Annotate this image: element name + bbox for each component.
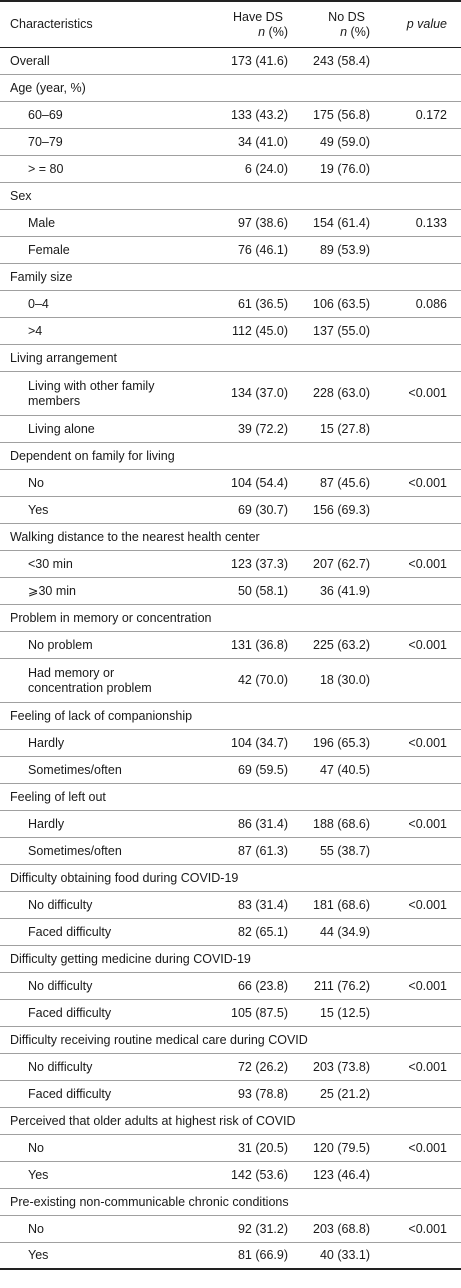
have-ds-cell: 93 (78.8) [237,1086,288,1101]
no-ds-cell: 47 (40.5) [319,762,370,777]
table-row [0,129,461,156]
row-label: Hardly [28,735,65,750]
table-row [0,237,461,264]
table-row [0,757,461,784]
table-row [0,973,461,1000]
have-ds-cell: 133 (43.2) [231,107,288,122]
overall-row [0,48,461,75]
category-label: Difficulty getting medicine during COVID-19 [10,951,251,966]
header-have-ds [196,10,288,40]
have-ds-cell: 42 (70.0) [237,673,288,687]
table-row [0,470,461,497]
category-row [0,1108,461,1135]
row-label: Living with other family members [28,378,155,408]
no-ds-cell: 120 (79.5) [313,1140,370,1155]
have-ds-cell: 31 (20.5) [237,1140,288,1155]
row-label: No difficulty [28,978,93,993]
category-row [0,1189,461,1216]
no-ds-cell: 123 (46.4) [313,1167,370,1182]
have-ds-cell: 72 (26.2) [237,1059,288,1074]
table-row [0,892,461,919]
p-value-cell: <0.001 [408,475,447,490]
row-label: Overall [10,53,50,68]
table-row [0,318,461,345]
category-row [0,946,461,973]
header-have-ds-title: Have DS [232,9,283,24]
row-label: No [28,1140,44,1155]
table-row [0,497,461,524]
category-label: Family size [10,269,73,284]
row-label: 0–4 [28,296,49,311]
no-ds-cell: 40 (33.1) [319,1248,370,1262]
no-ds-cell: 211 (76.2) [313,978,370,993]
no-ds-cell: 243 (58.4) [313,53,370,68]
table-row [0,811,461,838]
table-row [0,578,461,605]
have-ds-cell: 83 (31.4) [237,897,288,912]
row-label: Yes [28,1248,49,1262]
have-ds-cell: 6 (24.0) [244,161,288,176]
have-ds-cell: 61 (36.5) [237,296,288,311]
category-row [0,75,461,102]
no-ds-cell: 137 (55.0) [313,323,370,338]
category-row [0,605,461,632]
row-label: No difficulty [28,897,93,912]
header-characteristics: Characteristics [10,17,93,31]
no-ds-cell: 36 (41.9) [319,583,370,598]
p-value-cell: 0.172 [415,107,447,122]
category-label: Age (year, %) [10,80,86,95]
have-ds-cell: 82 (65.1) [237,924,288,939]
p-value-cell: <0.001 [408,637,447,652]
no-ds-cell: 15 (27.8) [319,421,370,436]
row-label: Sometimes/often [28,843,122,858]
no-ds-cell: 89 (53.9) [319,242,370,257]
category-row [0,524,461,551]
table-row [0,291,461,318]
p-value-cell: <0.001 [408,897,447,912]
p-value-cell: <0.001 [408,556,447,571]
table-row [0,102,461,129]
row-label: No [28,1221,44,1236]
no-ds-cell: 154 (61.4) [313,215,370,230]
category-row [0,703,461,730]
category-label: Perceived that older adults at highest risk of COVID [10,1113,296,1128]
header-no-ds-title: No DS [328,9,365,24]
header-no-ds-n: n [340,24,348,39]
category-row [0,345,461,372]
category-label: Dependent on family for living [10,448,175,463]
no-ds-cell: 207 (62.7) [313,556,370,571]
header-have-ds-n: n [258,24,266,39]
category-label: Problem in memory or concentration [10,610,212,625]
have-ds-cell: 76 (46.1) [237,242,288,257]
row-label: Sometimes/often [28,762,122,777]
no-ds-cell: 25 (21.2) [319,1086,370,1101]
row-label: Male [28,215,56,230]
table-row [0,1081,461,1108]
row-label: No difficulty [28,1059,93,1074]
table-row [0,919,461,946]
category-row [0,183,461,210]
no-ds-cell: 228 (63.0) [313,386,370,400]
header-no-ds [288,10,370,40]
p-value-cell: <0.001 [408,735,447,750]
table-header-row [0,2,461,48]
no-ds-cell: 49 (59.0) [319,134,370,149]
table-row [0,659,461,703]
row-label: <30 min [28,556,73,571]
row-label: 70–79 [28,134,63,149]
have-ds-cell: 134 (37.0) [231,386,288,400]
no-ds-cell: 55 (38.7) [319,843,370,858]
p-value-cell: <0.001 [408,1140,447,1155]
row-label: Faced difficulty [28,1005,112,1020]
table-row [0,632,461,659]
no-ds-cell: 44 (34.9) [319,924,370,939]
p-value-cell: <0.001 [408,1221,447,1236]
have-ds-cell: 66 (23.8) [237,978,288,993]
have-ds-cell: 50 (58.1) [237,583,288,598]
p-value-cell: 0.133 [415,215,447,230]
category-label: Pre-existing non-communicable chronic conditions [10,1194,289,1209]
row-label: No [28,475,44,490]
row-label: Yes [28,502,49,517]
category-label: Feeling of lack of companionship [10,708,193,723]
table-row [0,1216,461,1243]
have-ds-cell: 97 (38.6) [237,215,288,230]
header-have-ds-unit [196,25,288,40]
row-label: Faced difficulty [28,1086,112,1101]
table-row [0,1054,461,1081]
have-ds-cell: 104 (34.7) [231,735,288,750]
table-row [0,838,461,865]
no-ds-cell: 18 (30.0) [319,673,370,687]
table-row [0,372,461,416]
category-label: Difficulty obtaining food during COVID-19 [10,870,239,885]
category-row [0,264,461,291]
no-ds-cell: 175 (56.8) [313,107,370,122]
table-row [0,156,461,183]
category-row [0,784,461,811]
have-ds-cell: 105 (87.5) [231,1005,288,1020]
table-row [0,1162,461,1189]
row-label: No problem [28,637,93,652]
have-ds-cell: 112 (45.0) [231,323,288,338]
table-row [0,210,461,237]
p-value-cell: <0.001 [408,978,447,993]
category-row [0,443,461,470]
row-label: Hardly [28,816,65,831]
no-ds-cell: 106 (63.5) [313,296,370,311]
no-ds-cell: 181 (68.6) [313,897,370,912]
have-ds-cell: 69 (59.5) [237,762,288,777]
no-ds-cell: 156 (69.3) [313,502,370,517]
have-ds-cell: 86 (31.4) [237,816,288,831]
no-ds-cell: 203 (73.8) [313,1059,370,1074]
have-ds-cell: 104 (54.4) [231,475,288,490]
no-ds-cell: 196 (65.3) [313,735,370,750]
row-label: Yes [28,1167,49,1182]
p-value-cell: <0.001 [408,386,447,400]
row-label: Faced difficulty [28,924,112,939]
table-row [0,1135,461,1162]
row-label: ⩾30 min [28,583,76,598]
table-row [0,551,461,578]
category-row [0,1027,461,1054]
have-ds-cell: 142 (53.6) [231,1167,288,1182]
category-label: Sex [10,188,32,203]
table-row [0,1000,461,1027]
no-ds-cell: 15 (12.5) [319,1005,370,1020]
row-label: Had memory or concentration problem [28,665,152,695]
no-ds-cell: 225 (63.2) [313,637,370,652]
have-ds-cell: 173 (41.6) [231,53,288,68]
header-have-ds-pct: (%) [265,24,288,39]
have-ds-cell: 87 (61.3) [237,843,288,858]
p-value-cell: <0.001 [408,1059,447,1074]
category-row [0,865,461,892]
category-label: Feeling of left out [10,789,106,804]
table-body [0,48,461,1270]
have-ds-cell: 92 (31.2) [237,1221,288,1236]
row-label: Living alone [28,421,95,436]
row-label: > = 80 [28,161,64,176]
table-row [0,1243,461,1270]
category-label: Difficulty receiving routine medical care during COVID [10,1032,308,1047]
no-ds-cell: 203 (68.8) [313,1221,370,1236]
p-value-cell: 0.086 [415,296,447,311]
header-p-value: p value [406,17,447,31]
row-label: Female [28,242,70,257]
no-ds-cell: 188 (68.6) [313,816,370,831]
table-row [0,730,461,757]
have-ds-cell: 69 (30.7) [237,502,288,517]
category-label: Living arrangement [10,350,118,365]
have-ds-cell: 39 (72.2) [237,421,288,436]
have-ds-cell: 131 (36.8) [231,637,288,652]
row-label: >4 [28,323,43,338]
header-no-ds-unit [288,25,370,40]
header-no-ds-pct: (%) [347,24,370,39]
no-ds-cell: 87 (45.6) [319,475,370,490]
row-label: 60–69 [28,107,63,122]
have-ds-cell: 34 (41.0) [237,134,288,149]
table-row [0,416,461,443]
p-value-cell: <0.001 [408,816,447,831]
category-label: Walking distance to the nearest health center [10,529,260,544]
no-ds-cell: 19 (76.0) [319,161,370,176]
have-ds-cell: 81 (66.9) [237,1248,288,1262]
have-ds-cell: 123 (37.3) [231,556,288,571]
